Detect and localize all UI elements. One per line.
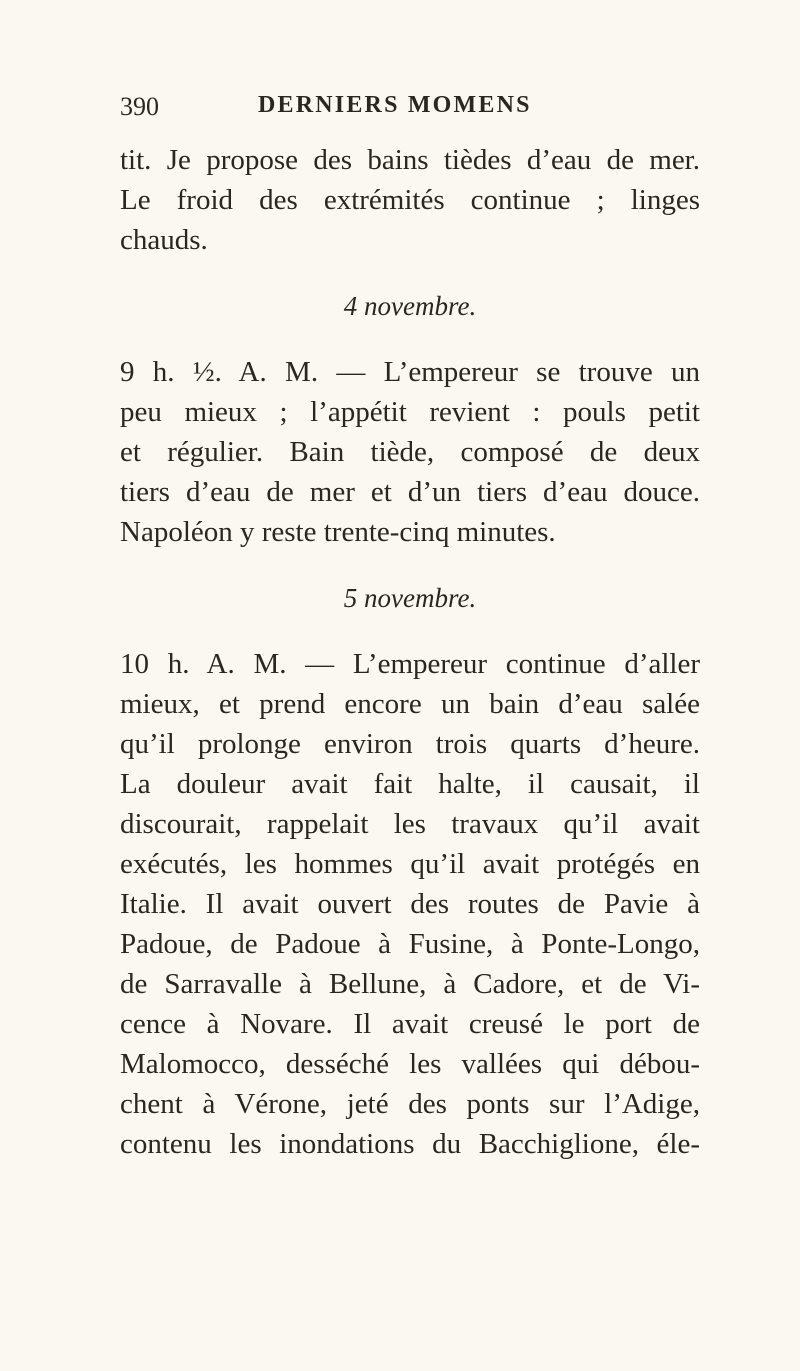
text-line: de Sarravalle à Bellune, à Cadore, et de Vi- [120,968,700,1000]
date-heading: 5 novembre. [343,583,477,613]
text-line: Le froid des extrémités continue ; linges [120,184,700,216]
text-line: Italie. Il avait ouvert des routes de Pavie à [120,888,700,920]
text-line: tiers d’eau de mer et d’un tiers d’eau douce. [120,476,700,508]
text-line: discourait, rappelait les travaux qu’il avait [120,808,700,840]
text-line: chauds. [120,224,208,256]
running-title: DERNIERS MOMENS [258,92,532,118]
text-line: peu mieux ; l’appétit revient : pouls petit [120,396,700,428]
page-header [120,92,700,132]
text-line: 10 h. A. M. — L’empereur continue d’aller [120,648,700,680]
text-line: exécutés, les hommes qu’il avait protégés en [120,848,700,880]
text-line: tit. Je propose des bains tièdes d’eau de mer. [120,144,700,176]
paragraph-5-novembre [120,644,700,1164]
text-line: Malomocco, desséché les vallées qui débou- [120,1048,700,1080]
text-line: contenu les inondations du Bacchiglione, éle- [120,1128,700,1160]
text-line: 9 h. ½. A. M. — L’empereur se trouve un [120,356,700,388]
text-line: Napoléon y reste trente-cinq minutes. [120,516,556,548]
text-line: cence à Novare. Il avait creusé le port de [120,1008,700,1040]
text-line: Padoue, de Padoue à Fusine, à Ponte-Longo, [120,928,700,960]
date-heading: 4 novembre. [343,291,477,321]
page-body [120,140,700,1164]
text-line: La douleur avait fait halte, il causait, il [120,768,700,800]
page-number: 390 [120,92,159,121]
text-line: mieux, et prend encore un bain d’eau salée [120,688,700,720]
paragraph-4-novembre [120,352,700,552]
text-line: chent à Vérone, jeté des ponts sur l’Adige, [120,1088,700,1120]
text-line: qu’il prolonge environ trois quarts d’heure. [120,728,700,760]
paragraph-continuation [120,140,700,260]
text-line: et régulier. Bain tiède, composé de deux [120,436,700,468]
